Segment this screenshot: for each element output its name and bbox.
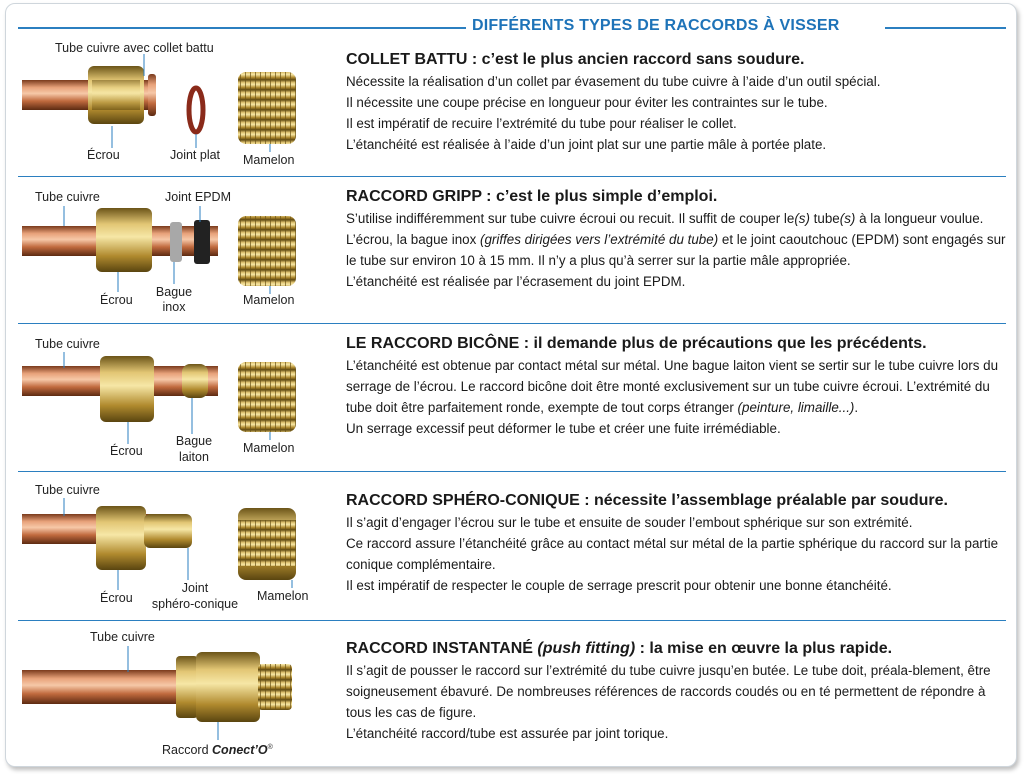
label-mamelon: Mamelon <box>243 441 295 455</box>
label-joint-plat: Joint plat <box>170 148 221 162</box>
paragraph: Ce raccord assure l’étanchéité grâce au contact métal sur métal de la partie sphérique du raccord sur la partie conique complémentaire. <box>346 536 999 572</box>
paragraph: Il est impératif de respecter le couple de serrage prescrit pour obtenir une bonne étanchéité. <box>346 578 892 593</box>
section-text <box>346 639 1011 744</box>
section-body <box>346 660 1011 744</box>
paragraph: S’utilise indifféremment sur tube cuivre écroui ou recuit. Il suffit de couper le(s) tube(s) à la longueur voulue. L’écrou, la bague inox (griffes dirigées vers l’extrémité du tube) et le joint caoutchouc (EPDM) sont engagés sur le tube sur environ 10 à 15 mm. Il n’y a plus qu’à serrer sur la partie mâle appropriée. <box>346 211 1006 268</box>
label-mamelon: Mamelon <box>257 589 309 603</box>
section-title: LE RACCORD BICÔNE : il demande plus de précautions que les précédents. <box>346 335 927 352</box>
paragraph: Il nécessite une coupe précise en longueur pour éviter les contraintes sur le tube. <box>346 95 828 110</box>
paragraph: Il s’agit de pousser le raccord sur l’extrémité du tube cuivre jusqu’en butée. Le tube doit, préala-blement, être soigneusement ébavuré. De nombreuses références de raccords coudés ou en té permettent de répondre à tous les cas de figure. <box>346 663 991 720</box>
section-body <box>346 208 1011 292</box>
section-text <box>346 187 1011 292</box>
label-bague: Bague <box>155 285 193 299</box>
paragraph: L’étanchéité est obtenue par contact métal sur métal. Une bague laiton vient se sertir sur le tube cuivre lors du serrage de l’écrou. Le raccord bicône doit être monté exclusivement sur un tube cuivre écroui. L’extrémité du tube doit être parfaitement ronde, exempte de tout corps étranger (peinture, limaille...). <box>346 358 999 415</box>
label-sphero-conique: sphéro-conique <box>151 597 239 611</box>
section-body <box>346 71 1011 155</box>
paragraph: Il est impératif de recuire l’extrémité du tube pour réaliser le collet. <box>346 116 737 131</box>
label-mamelon: Mamelon <box>243 153 295 167</box>
paragraph: Nécessite la réalisation d’un collet par évasement du tube cuivre à l’aide d’un outil spécial. <box>346 74 881 89</box>
label-tube-cuivre: Tube cuivre <box>35 190 100 204</box>
label-tube-cuivre: Tube cuivre <box>35 337 100 351</box>
label-joint-epdm: Joint EPDM <box>165 190 231 204</box>
label-laiton: laiton <box>179 450 209 464</box>
section-text <box>346 50 1011 155</box>
label-tube-cuivre: Tube cuivre avec collet battu <box>55 41 214 55</box>
paragraph: Il s’agit d’engager l’écrou sur le tube et ensuite de souder l’embout sphérique sur son extrémité. <box>346 515 913 530</box>
paragraph: Un serrage excessif peut déformer le tube et créer une fuite irrémédiable. <box>346 421 781 436</box>
label-ecrou: Écrou <box>100 293 133 307</box>
paragraph: L’étanchéité est réalisée à l’aide d’un joint plat sur une partie mâle à portée plate. <box>346 137 827 152</box>
instantane-illustration <box>0 0 340 774</box>
section-title: COLLET BATTU : c’est le plus ancien raccord sans soudure. <box>346 51 805 68</box>
paragraph: L’étanchéité raccord/tube est assurée par joint torique. <box>346 726 669 741</box>
header-rule-right <box>885 27 1006 29</box>
section-body <box>346 512 1011 596</box>
section-body <box>346 355 1011 439</box>
label-joint: Joint <box>181 581 209 595</box>
label-bague: Bague <box>175 434 213 448</box>
label-ecrou: Écrou <box>110 444 143 458</box>
label-tube-cuivre: Tube cuivre <box>35 483 100 497</box>
section-title: RACCORD INSTANTANÉ (push fitting) : la mise en œuvre la plus rapide. <box>346 640 893 657</box>
page-title: DIFFÉRENTS TYPES DE RACCORDS À VISSER <box>472 17 840 34</box>
paragraph: L’étanchéité est réalisée par l’écrasement du joint EPDM. <box>346 274 686 289</box>
label-inox: inox <box>162 300 186 314</box>
label-ecrou: Écrou <box>87 148 120 162</box>
section-text <box>346 334 1011 439</box>
label-tube-cuivre: Tube cuivre <box>90 630 155 644</box>
label-ecrou: Écrou <box>100 591 133 605</box>
section-title: RACCORD GRIPP : c’est le plus simple d’emploi. <box>346 188 718 205</box>
section-title: RACCORD SPHÉRO-CONIQUE : nécessite l’assemblage préalable par soudure. <box>346 492 948 509</box>
label-mamelon: Mamelon <box>243 293 295 307</box>
label-raccord-conecto: Raccord Conect’O® <box>162 743 273 758</box>
section-text <box>346 491 1011 596</box>
